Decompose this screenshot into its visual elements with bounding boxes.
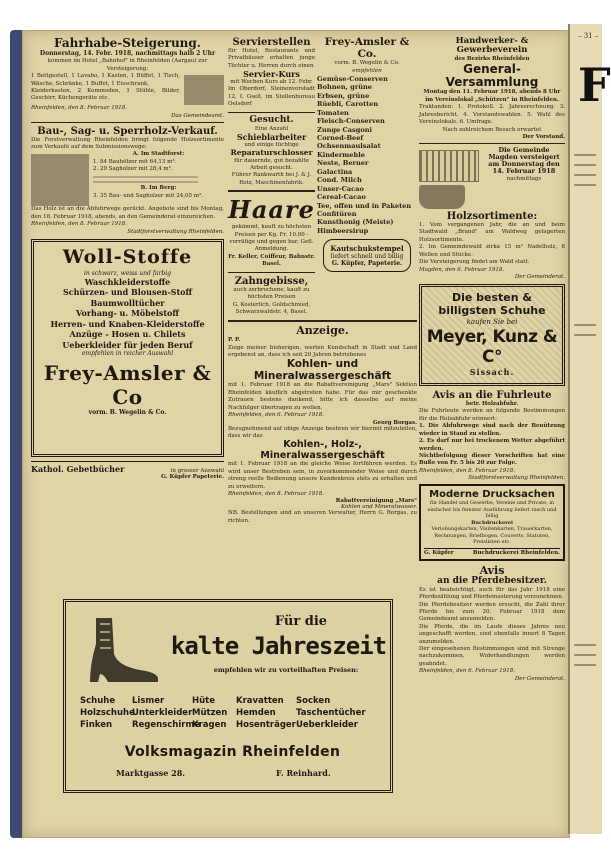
- fuhrleute-line-4: Nichtbefolgung dieser Vorschriften hat eine Buße von Fr. 5 bis 20 zur Folge.: [419, 452, 565, 467]
- food-item: Galactina: [317, 167, 353, 176]
- food-item: Neste, Berner: [317, 159, 369, 168]
- ad-woll-stoffe: [31, 239, 224, 457]
- ad-bau-holz: [31, 126, 224, 235]
- pferde-line-4: Der eingesehenen Bestimmungen sind mit Strenge nachzukommen, Widerhandlungen werden geahndet.: [419, 646, 565, 667]
- druck-footer: [424, 548, 560, 556]
- woll-item-4: Vorhang- u. Möbelstoff: [76, 308, 179, 319]
- handwerker-subtitle: des Bezirks Rheinfelden: [454, 55, 530, 62]
- ad-fuhrleute: [419, 390, 565, 481]
- next-page-letter: F: [578, 58, 611, 112]
- meyer-mid: kaufen Sie bei: [466, 317, 518, 326]
- kalt-item: Socken: [296, 696, 331, 706]
- ad-magden: [419, 147, 565, 280]
- woll-item-3: Baumwolltücher: [90, 297, 165, 308]
- druck-right: Buchdruckerei Rheinfelden.: [472, 549, 560, 556]
- gesucht-line-3: und einige tüchtige: [244, 141, 299, 148]
- anzeige-date-2: Rheinfelden, den 8. Februar 1918.: [228, 490, 325, 497]
- boot-icon: [78, 614, 162, 688]
- gebetbuecher-title: Kathol. Gebetbücher: [31, 463, 125, 474]
- ad-haare: [228, 195, 315, 269]
- anzeige-signer-2b: Kohlen und Mineralwasser.: [341, 504, 417, 511]
- ad-bau-line-4: 2. 29 Sagholzer mit 28,4 m³.: [93, 166, 173, 173]
- food-item: Kunsthonig (Meiste): [317, 218, 394, 227]
- ad-fahrhabe: [31, 37, 224, 119]
- woll-item-7: Ueberkleider für jeden Beruf: [62, 339, 193, 350]
- servierstellen-kurs: Servier-Kurs: [243, 69, 300, 80]
- meyer-top: Die besten & billigsten Schuhe: [438, 290, 546, 317]
- anzeige-signer-2: Rabattvereinigung „Mars": [335, 498, 417, 505]
- ad-gebetbuecher: [31, 461, 224, 480]
- anzeige-line-1: Zeige meiner bisherigen, werten Kundschaft in Stadt und Land ergebenst an, dass ich seit 20 Jahren betriebenes: [228, 344, 417, 358]
- holz-illustration: [419, 150, 479, 182]
- magden-line-3: Die Versteigerung findet am Wald statt.: [419, 259, 530, 266]
- woll-item-5: Herren- und Knaben-Kleiderstoffe: [50, 318, 205, 329]
- druck-line-3: Verlobungskarten, Visitenkarten, Trauerkarten, Rechnungen, Briefbogen, Couverts, Statuten, Preislisten etc.: [431, 526, 553, 546]
- food-item: Cond. Milch: [317, 176, 362, 185]
- ad-bau-signature: Stadtforstverwaltung Rheinfelden.: [127, 228, 224, 235]
- zahn-line-2: G. Kosterlich, Goldschmied, Schwarzwaldstr. 4, Basel.: [232, 301, 311, 316]
- kalt-item: Hüte: [192, 696, 215, 706]
- druck-left: G. Küpfer: [424, 549, 454, 556]
- pferde-line-2: Die Pferdebesitzer werden ersucht, die Zahl ihrer Pferde bis zum 20. Februar 1918 dem Gemeindeamt anzumelden.: [419, 601, 565, 623]
- kalt-store: Volksmagazin Rheinfelden: [124, 744, 341, 760]
- pferde-date: Rheinfelden, den 6. Februar 1918.: [419, 668, 516, 675]
- druck-title: Moderne Drucksachen: [429, 489, 555, 501]
- ad-bau-line-3: 1. 84 Bauhölzer mit 64,13 m³.: [93, 158, 177, 165]
- anzeige-headline-2: Kohlen-, Holz-, Mineralwassergeschäft: [260, 439, 385, 461]
- frey-amsler-brand: Frey-Amsler & Co: [43, 361, 212, 410]
- next-page-edge: [568, 24, 611, 834]
- stamp-line-1: liefert schnell und billig: [330, 253, 404, 261]
- gesucht-line-2: Schieblarbeiter: [236, 132, 307, 143]
- handwerker-headline: General-Versammlung: [445, 62, 539, 90]
- kalt-item: Finken: [80, 720, 113, 730]
- handwerker-line-1: Montag den 11. Februar 1918, abends 8 Uhr im Vereinslokal „Schützen" in Rheinfelden.: [423, 89, 561, 103]
- magden-signature: Der Gemeinderat.: [514, 273, 565, 280]
- food-item: Cereal-Cacao: [317, 193, 366, 202]
- column-3: [317, 37, 417, 276]
- ad-kautschukstempel: [323, 239, 411, 272]
- kalt-item: Kravatten: [236, 696, 284, 706]
- kalt-item: Kragen: [192, 720, 227, 730]
- ad-fahrhabe-line-1: Donnerstag, 14. Febr. 1918, nachmittags halb 2 Uhr: [39, 50, 216, 58]
- servierstellen-line-2: mit Wochen Kurs ab 12. Febr.: [230, 79, 313, 86]
- ad-handwerker: [419, 37, 565, 140]
- haare-vendor: Fr. Keller, Coiffeur, Bahnstr. Basel.: [228, 253, 315, 268]
- pferde-line-3: Die Pferde, die im Laufe dieses Jahres neu angeschafft werden, sind ebenfalls innert 8 Tagen anzumelden.: [419, 623, 565, 645]
- magden-title: Die Gemeinde Magden versteigert am Donnerstag den 14. Februar 1918: [488, 146, 560, 176]
- anzeige-line-2: mit 1. Februar 1918 an die Rabattvereinigung „Mars" Sektion Rheinfelden käuflich abgetreten habe. Für das mir geschenkte Zutrauen bestens dankend, bitte ich dasselbe auf meine Nachfolger übertragen zu wollen.: [228, 382, 417, 411]
- meyer-brand: Meyer, Kunz & C°: [426, 326, 558, 367]
- anzeige-salutation: P. P.: [228, 337, 241, 344]
- kalt-fuer: Für die: [274, 614, 328, 629]
- ad-fahrhabe-title: Fahrhabe-Steigerung.: [54, 36, 201, 50]
- woll-item-6: Anzüge - Hosen u. Chilets: [69, 329, 186, 340]
- ad-bau-line-6: 3. 35 Bau- und Sagholzer mit 24,05 m³.: [93, 192, 203, 199]
- fuhrleute-line-3: 2. Es darf nur bei trockenem Wetter abgeführt werden.: [419, 438, 565, 452]
- kalt-item: Mützen: [192, 708, 228, 718]
- kalt-item: Hosenträger: [236, 720, 296, 730]
- kalt-item: Schuhe: [80, 696, 116, 706]
- column-2: [228, 37, 315, 316]
- anzeige-note: Bezugnehmend auf obige Anzeige beehren wir hiermit mitzuteilen, dass wir das: [228, 425, 417, 439]
- fuhrleute-line-1: Die Fuhrleute werden an folgende Bestimmungen für die Holzabfuhr erinnert:: [419, 408, 565, 422]
- haare-line-1: gekämmt, kauft zu höchsten Preisen per Kg. Fr. 10.00 - vorrätige und gegen bar. Gefl. Anmeldung.: [229, 224, 314, 253]
- servierstellen-line-3: Im Oberdorf, Steinenvorstadt 12, I. Gsell, im Stellenbureau Oelsdorf: [228, 86, 315, 108]
- furniture-illustration: [184, 75, 224, 105]
- ad-bau-title: Bau-, Sag- u. Sperrholz-Verkauf.: [37, 125, 218, 137]
- gesucht-title: Gesucht.: [249, 114, 294, 125]
- page-number: – 31 –: [578, 32, 599, 40]
- zahn-title: Zahngebisse,: [234, 275, 309, 287]
- gebetbuecher-note: in grosser Auswahl G. Küpfer Papeterie.: [161, 467, 224, 480]
- stamp-line-2: G. Küpfer, Papeterie.: [331, 260, 403, 268]
- anzeige-line-3: mit 1. Februar 1918 an die gleiche Weise fortführen werden. Es wird unser Bestreben sein, in zuvorkommender Weise und durch streng reelle Bedienung unsere Kundenkreis stets zu erhalten und zu erweitern.: [228, 461, 417, 490]
- ad-zahngebisse: [228, 276, 315, 317]
- ad-servierstellen: [228, 37, 315, 109]
- frey-food-note: empfehlen: [352, 67, 382, 74]
- kalt-owner: F. Reinhard.: [276, 768, 331, 778]
- gesucht-line-5: für dauernde, gut bezahlte Arbeit gesucht.: [234, 157, 309, 171]
- fuhrleute-title: Avis an die Fuhrleute: [432, 389, 552, 401]
- magden-note: nachmittags: [506, 175, 542, 182]
- ad-bau-date: Rheinfelden, den 8. Februar 1918.: [31, 221, 128, 228]
- anzeige-date: Rheinfelden, den 6. Februar 1918.: [228, 412, 325, 419]
- food-item: Ochsenmaulsalat: [317, 142, 381, 151]
- food-item: Himbeersirup: [317, 226, 369, 235]
- food-item: Zunge Casgoni: [317, 125, 373, 134]
- ad-fahrhabe-line-4: Kleiderkasten, 2 Kommoden, 1 Stühle, Bilder, Geschirr, Küchengeräte etc.: [31, 87, 180, 102]
- forest-illustration: [31, 154, 89, 206]
- food-item: Rüebli, Carotten: [317, 100, 379, 109]
- ad-gesucht: [228, 116, 315, 187]
- ad-anzeige: [228, 317, 417, 525]
- food-item: Fleisch-Conserven: [317, 117, 385, 126]
- handwerker-line-2: Traktanden: 1. Protokoll. 2. Jahresrechnung. 3. Jahresbericht. 4. Vorstandswahlen. 5. Wahl des Vereinslokals. 6. Umfrage.: [419, 104, 565, 126]
- kalt-address: Marktgasse 28.: [116, 768, 186, 778]
- handwerker-title: Handwerker- & Gewerbeverein: [455, 36, 529, 56]
- kalt-item: Regenschirme: [132, 720, 201, 730]
- meyer-city: Sissach.: [469, 366, 515, 377]
- food-item: Unser-Cacao: [317, 184, 364, 193]
- gesucht-line-6: Führer Rankwarth bei J. & J. Rotz, Maschinenfabrik.: [231, 172, 312, 186]
- woll-item-1: Waschkleiderstoffe: [84, 276, 171, 287]
- anzeige-title: Anzeige.: [296, 324, 349, 337]
- magden-sub: Holzsortimente:: [446, 211, 538, 223]
- kalt-item: Lismer: [132, 696, 165, 706]
- gesucht-line-4: Reparaturschlosser: [230, 148, 313, 158]
- ad-fahrhabe-line-3: 1 Bettgestell, 1 Lavabo, 1 Kasten, 1 Büffet, 1 Tisch, Wäsche, Schränke, 1 Buffet, 1 Eisschrank,: [31, 73, 180, 87]
- column-1: [31, 37, 224, 480]
- kalt-item: Unterkleider: [132, 708, 193, 718]
- fuhrleute-signature: Stadtforstverwaltung Rheinfelden.: [468, 475, 565, 482]
- food-item: Erbsen, grüne: [317, 91, 370, 100]
- zahn-line-1: auch zerbrochene, kauft zu höchsten Preisen: [233, 286, 310, 301]
- ad-fahrhabe-date: Rheinfelden, den 8. Februar 1918.: [31, 105, 128, 112]
- food-item: Gemüse-Conserven: [317, 74, 388, 83]
- pferde-title: Avis: [479, 563, 505, 577]
- magden-line-1: 1. Vom vergangenen Jahr, die an und beim Stadtwald „Brand" am Waldweg gelagerten Holzsortimente.: [419, 222, 565, 243]
- ad-bau-line-2: A. Im Stadtforst:: [132, 151, 185, 158]
- stamp-title: Kautschukstempel: [330, 244, 404, 254]
- food-item: Corned-Beef: [317, 134, 364, 142]
- food-item: Tee, offen und in Paketen: [317, 201, 412, 210]
- column-4: [419, 37, 565, 682]
- fuhrleute-line-2: 1. Die Abfuhrwege sind nach der Benützung wieder in Stand zu stellen.: [419, 423, 565, 437]
- ad-drucksachen: [419, 484, 565, 561]
- servierstellen-line-1: für Hotel, Restaurants und Privathäuser erhalten junge Töchter u. Herren durch einen: [228, 48, 315, 69]
- food-item: Kindermehle: [317, 150, 365, 159]
- gesucht-line-1: Eine Anzahl: [254, 125, 289, 132]
- druck-line-2: Buchdruckerei: [471, 519, 513, 526]
- magden-line-2: 2. Im Gemeindewald zirka 15 m³ Nadelholz, 8 Wellen und Stücke.: [419, 244, 565, 258]
- fuhrleute-subtitle: betr. Holzabfuhr.: [465, 400, 519, 407]
- magden-date: Magden, den 6. Februar 1918.: [419, 266, 505, 273]
- frey-food-subtitle: vorm. B. Wegelin & Co.: [334, 60, 400, 67]
- ad-bau-line-5: B. Im Berg:: [140, 185, 177, 192]
- pferde-subtitle: an die Pferdebesitzer.: [437, 575, 547, 586]
- frey-food-title: Frey-Amsler & Co.: [324, 36, 410, 60]
- woll-stoffe-subtitle: in schwarz, weiss und farbig: [84, 269, 171, 277]
- newspaper-page: [22, 30, 570, 838]
- pferde-line-1: Es ist beabsichtigt, auch für das Jahr 1918 eine Pferdezählung und Pferdemusterung vorzunehmen.: [419, 586, 565, 601]
- woll-stoffe-title: Woll-Stoffe: [62, 245, 193, 268]
- haare-title: Haare: [228, 195, 315, 225]
- kalt-items-grid: [80, 696, 385, 730]
- wagon-illustration: [419, 185, 465, 209]
- woll-stoffe-note: empfehlen in reicher Auswahl: [81, 350, 174, 358]
- anzeige-nb: NB. Bestellungen sind an unseren Verwalter, Herrn G. Borgas, zu richten.: [228, 510, 417, 524]
- food-item: Bohnen, grüne: [317, 83, 373, 92]
- kalt-item: Holzschuhe: [80, 708, 135, 718]
- handwerker-signature: Der Vorstand.: [522, 134, 565, 141]
- pferde-signature: Der Gemeinderat.: [514, 675, 565, 682]
- ad-bau-line-1: Die Forstverwaltung Rheinfelden bringt folgende Holzsortimente zum Verkaufe auf dem Submissionswege:: [31, 136, 224, 150]
- ad-pferdebesitzer: [419, 565, 565, 682]
- kalt-title: kalte Jahreszeit: [170, 632, 387, 660]
- ad-meyer-kunz: [419, 284, 565, 386]
- anzeige-signer: Georg Borgas.: [372, 419, 417, 426]
- druck-line-1: für Handel und Gewerbe, Vereine und Private, in einfacher bis feinster Ausführung liefert rasch und billig: [427, 500, 557, 520]
- kalt-item: Ueberkleider: [296, 720, 358, 730]
- food-list: [317, 75, 417, 235]
- kalt-item: Taschentücher: [296, 708, 366, 718]
- kalt-item: Hemden: [236, 708, 276, 718]
- woll-item-2: Schürzen- und Blousen-Stoff: [62, 287, 193, 298]
- food-item: Confitüren: [317, 209, 357, 218]
- kalt-sub: empfehlen wir zu vorteilhaften Preisen:: [213, 666, 359, 674]
- ad-bau-line-7: Das Holz ist an die Abfuhrwege gerückt. Angebote sind bis Montag, den 18. Februar 1918, abends, an den Gemeinderat einzureichen.: [31, 206, 224, 220]
- ad-fahrhabe-signature: Das Gemeindeamt.: [171, 112, 224, 119]
- fuhrleute-date: Rheinfelden, den 8. Februar 1918.: [419, 467, 516, 474]
- handwerker-line-3: Nach zahlreichem Besuch erwartet: [442, 126, 542, 133]
- anzeige-headline: Kohlen- und Mineralwassergeschäft: [253, 358, 392, 382]
- ad-kalte-jahreszeit: [63, 599, 393, 793]
- servierstellen-title: Servierstellen: [232, 37, 311, 48]
- ad-frey-amsler-food: [317, 37, 417, 235]
- frey-amsler-sub: vorm. B. Wegelin & Co.: [88, 409, 167, 417]
- ad-fahrhabe-line-2: kommen im Hotel „Bahnhof" in Rheinfelden (Aargau) zur Versteigerung:: [47, 58, 208, 72]
- food-item: Tomaten: [317, 108, 349, 117]
